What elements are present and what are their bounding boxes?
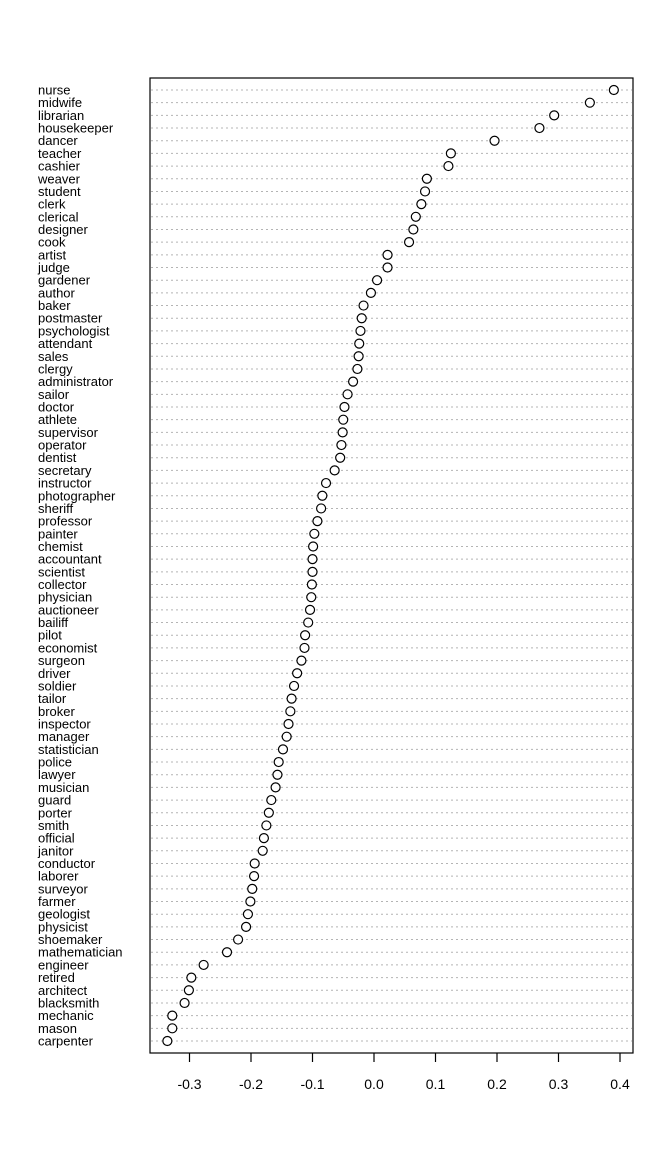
- data-point: [274, 758, 283, 767]
- category-label: surgeon: [38, 653, 85, 669]
- category-label: physicist: [38, 919, 88, 935]
- category-label: artist: [38, 247, 67, 263]
- data-point: [273, 770, 282, 779]
- data-point: [411, 212, 420, 221]
- category-label: architect: [38, 982, 88, 998]
- category-label: mechanic: [38, 1008, 94, 1024]
- category-label: operator: [38, 437, 87, 453]
- data-point: [300, 643, 309, 652]
- category-label: teacher: [38, 145, 82, 161]
- x-tick-label: 0.0: [364, 1076, 384, 1092]
- category-label: painter: [38, 526, 78, 542]
- category-label: inspector: [38, 716, 91, 732]
- data-point: [304, 618, 313, 627]
- data-point: [405, 238, 414, 247]
- category-label: economist: [38, 640, 98, 656]
- data-point: [417, 200, 426, 209]
- category-label: weaver: [38, 171, 80, 187]
- data-point: [248, 884, 257, 893]
- category-label: accountant: [38, 551, 102, 567]
- category-label: collector: [38, 577, 87, 593]
- category-label: administrator: [38, 374, 114, 390]
- category-label: physician: [38, 589, 93, 605]
- data-point: [262, 821, 271, 830]
- category-label: pilot: [38, 627, 62, 643]
- category-label: farmer: [38, 894, 76, 910]
- data-point: [308, 567, 317, 576]
- category-label: sheriff: [38, 500, 74, 516]
- category-label: blacksmith: [38, 995, 100, 1011]
- category-label: conductor: [38, 855, 96, 871]
- category-label: official: [38, 830, 75, 846]
- data-point: [284, 720, 293, 729]
- category-label: police: [38, 754, 72, 770]
- data-point: [267, 796, 276, 805]
- x-tick-label: 0.1: [425, 1076, 446, 1092]
- category-label: clerk: [38, 196, 66, 212]
- data-point: [246, 897, 255, 906]
- category-label: librarian: [38, 107, 85, 123]
- data-point: [336, 453, 345, 462]
- category-label: sales: [38, 348, 69, 364]
- data-point: [250, 859, 259, 868]
- category-label: chemist: [38, 538, 83, 554]
- category-label: auctioneer: [38, 602, 99, 618]
- data-point: [353, 364, 362, 373]
- data-point: [293, 669, 302, 678]
- category-label: porter: [38, 805, 72, 821]
- x-tick-label: -0.2: [238, 1076, 264, 1092]
- category-label: bailiff: [38, 615, 69, 631]
- data-point: [199, 960, 208, 969]
- category-label: driver: [38, 665, 71, 681]
- x-tick-label: 0.2: [487, 1076, 507, 1092]
- data-point: [278, 745, 287, 754]
- category-label: broker: [38, 703, 75, 719]
- data-point: [287, 694, 296, 703]
- data-point: [330, 466, 339, 475]
- data-point: [421, 187, 430, 196]
- category-label: janitor: [38, 843, 74, 859]
- category-label: student: [38, 183, 81, 199]
- data-point: [340, 403, 349, 412]
- data-point: [550, 111, 559, 120]
- category-label: author: [38, 285, 75, 301]
- category-label: professor: [38, 513, 93, 529]
- category-label: mathematician: [38, 944, 123, 960]
- data-point: [242, 922, 251, 931]
- category-label: midwife: [38, 95, 83, 111]
- data-point: [444, 162, 453, 171]
- data-point: [317, 504, 326, 513]
- data-point: [282, 732, 291, 741]
- category-label: cook: [38, 234, 66, 250]
- data-point: [168, 1024, 177, 1033]
- category-label: surveyor: [38, 881, 88, 897]
- category-label: laborer: [38, 868, 79, 884]
- data-point: [258, 846, 267, 855]
- data-point: [354, 352, 363, 361]
- data-point: [259, 834, 268, 843]
- category-label: baker: [38, 298, 71, 314]
- data-point: [306, 605, 315, 614]
- data-point: [490, 136, 499, 145]
- category-label: clerical: [38, 209, 79, 225]
- category-label: gardener: [38, 272, 91, 288]
- data-point: [609, 86, 618, 95]
- data-point: [308, 555, 317, 564]
- category-label: psychologist: [38, 323, 110, 339]
- category-label: clergy: [38, 361, 73, 377]
- category-label: nurse: [38, 82, 71, 98]
- data-point: [184, 986, 193, 995]
- data-point: [318, 491, 327, 500]
- data-point: [535, 124, 544, 133]
- x-tick-label: 0.3: [548, 1076, 569, 1092]
- data-point: [309, 542, 318, 551]
- data-point: [409, 225, 418, 234]
- category-label: soldier: [38, 678, 77, 694]
- data-point: [234, 935, 243, 944]
- x-tick-label: 0.4: [610, 1076, 630, 1092]
- data-point: [349, 377, 358, 386]
- category-label: carpenter: [38, 1033, 93, 1049]
- category-label: photographer: [38, 488, 116, 504]
- data-point: [357, 314, 366, 323]
- category-label: secretary: [38, 462, 92, 478]
- category-label: geologist: [38, 906, 91, 922]
- category-label: designer: [38, 221, 88, 237]
- category-label: doctor: [38, 399, 75, 415]
- data-point: [313, 517, 322, 526]
- data-point: [271, 783, 280, 792]
- data-point: [446, 149, 455, 158]
- category-label: guard: [38, 792, 72, 808]
- category-label: dentist: [38, 450, 77, 466]
- data-point: [297, 656, 306, 665]
- data-point: [366, 288, 375, 297]
- data-point: [307, 593, 316, 602]
- data-point: [290, 681, 299, 690]
- data-point: [373, 276, 382, 285]
- category-label: scientist: [38, 564, 85, 580]
- data-point: [338, 428, 347, 437]
- category-label: athlete: [38, 412, 78, 428]
- category-label: instructor: [38, 475, 92, 491]
- data-point: [301, 631, 310, 640]
- data-point: [286, 707, 295, 716]
- x-tick-label: -0.1: [300, 1076, 325, 1092]
- category-label: musician: [38, 779, 90, 795]
- data-point: [163, 1037, 172, 1046]
- data-point: [422, 174, 431, 183]
- category-label: mason: [38, 1020, 78, 1036]
- data-point: [343, 390, 352, 399]
- data-point: [383, 263, 392, 272]
- category-label: tailor: [38, 691, 67, 707]
- data-point: [180, 998, 189, 1007]
- data-point: [264, 808, 273, 817]
- category-label: smith: [38, 817, 70, 833]
- data-point: [223, 948, 232, 957]
- category-label: shoemaker: [38, 932, 103, 948]
- category-label: sailor: [38, 386, 70, 402]
- category-label: judge: [38, 260, 70, 276]
- category-label: cashier: [38, 158, 80, 174]
- data-point: [585, 98, 594, 107]
- category-label: housekeeper: [38, 120, 114, 136]
- category-label: manager: [38, 729, 90, 745]
- category-label: dancer: [38, 133, 78, 149]
- category-label: attendant: [38, 336, 93, 352]
- data-point: [355, 339, 364, 348]
- data-point: [339, 415, 348, 424]
- category-label: engineer: [38, 957, 89, 973]
- category-label: retired: [38, 970, 75, 986]
- category-label: lawyer: [38, 767, 76, 783]
- x-tick-label: -0.3: [177, 1076, 202, 1092]
- data-point: [359, 301, 368, 310]
- data-point: [250, 872, 259, 881]
- category-label: statistician: [38, 741, 99, 757]
- category-label: postmaster: [38, 310, 103, 326]
- data-point: [168, 1011, 177, 1020]
- data-point: [187, 973, 196, 982]
- data-point: [307, 580, 316, 589]
- data-point: [337, 441, 346, 450]
- data-point: [356, 326, 365, 335]
- data-point: [322, 479, 331, 488]
- data-point: [310, 529, 319, 538]
- category-label: supervisor: [38, 424, 98, 440]
- data-point: [243, 910, 252, 919]
- data-point: [383, 250, 392, 259]
